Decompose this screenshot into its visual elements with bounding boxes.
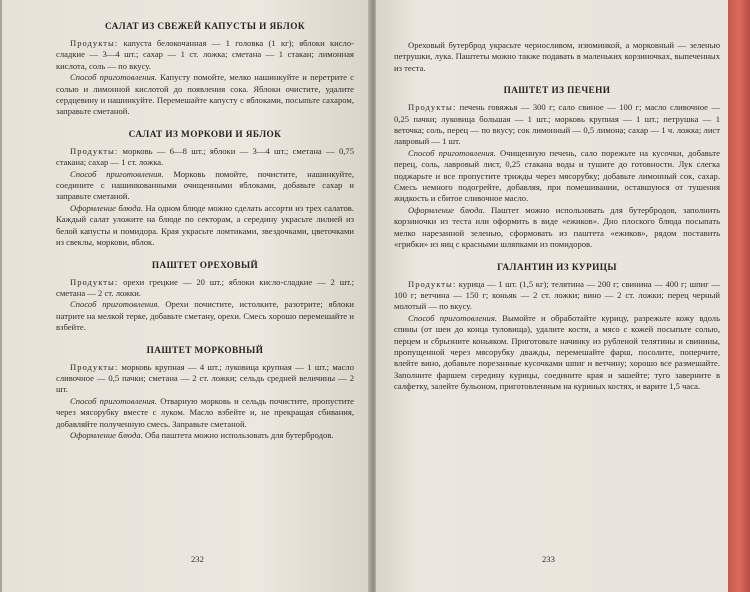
- presentation-paragraph: Оформление блюда. Паштет можно использовать для бутербродов, заполнить корзиночки из теста или оформить в виде «ежиков». Дно плоского блюда посыпать мелко нарезанной зеленью, сформовать из паштета «ежиков», рядом поставить «грибки» из яиц с красными шляпками из помидоров.: [394, 204, 720, 250]
- method-paragraph: Способ приготовления. Вымойте и обработайте курицу, разрежьте кожу вдоль спины (от шеи до конца туловища), удалите кости, а мясо с кожей посыпьте солью, перцем и сбрызните коньяком. Приготовьте начинку из рубленой телятины и свинины, пропущенной через мясорубку дважды, перемешайте фарш, посолите, поперчите, влейте вино, добавьте порезанные кусочками шпиг и ветчину; хорошо все размешайте. Заполните фаршем середину курицы, соедините края и зашейте; туго заверните в салфетку, залейте бульоном, приготовленным на куриных костях, и варите 1,5 часа.: [394, 312, 720, 392]
- method-paragraph: Способ приготовления. Морковь помойте, почистите, нашинкуйте, соедините с нашинкованными очищенными яблоками, добавьте сахар и заправьте сметаной.: [56, 168, 354, 202]
- page-number: 232: [191, 554, 204, 564]
- ingredients-paragraph: Продукты: капуста белокочанная — 1 головка (1 кг); яблоки кисло-сладкие — 3—4 шт.; сахар — 1 ст. ложка; сметана — 1 стакан; лимонная кислота, соль — по вкусу.: [56, 38, 354, 71]
- recipe-chicken-galantine: [394, 263, 720, 393]
- recipe-title: ГАЛАНТИН ИЗ КУРИЦЫ: [497, 262, 617, 273]
- recipe-carrot-pate: [56, 346, 354, 442]
- recipe-cabbage-apple-salad: [56, 22, 354, 118]
- recipe-title: САЛАТ ИЗ СВЕЖЕЙ КАПУСТЫ И ЯБЛОК: [105, 22, 305, 32]
- recipe-title: ПАШТЕТ МОРКОВНЫЙ: [146, 345, 264, 356]
- right-page: [376, 0, 728, 592]
- method-paragraph: Способ приготовления. Капусту помойте, мелко нашинкуйте и перетрите с солью и лимонной кислотой до появления сока. Яблоки очистите, удалите сердцевину и нашинкуйте. Перемешайте капусту с яблоками, посыпьте сахаром, заправьте сметаной.: [56, 72, 354, 117]
- ingredients-paragraph: Продукты: курица — 1 шт. (1,5 кг); телятина — 200 г; свинина — 400 г; шпиг — 100 г; ветчина — 150 г; коньяк — 2 ст. ложки; вино — 2 ст. ложки; перец черный молотый — по вкусу.: [394, 278, 720, 312]
- ingredients-paragraph: Продукты: орехи грецкие — 20 шт.; яблоки кисло-сладкие — 2 шт.; сметана — 2 ст. ложки.: [56, 276, 354, 298]
- intro-paragraph: Ореховый бутерброд украсьте черносливом, изюминкой, а морковный — зеленью петрушки, лука. Паштеты можно также подавать в маленьких корзиночках, выпеченных из теста.: [394, 40, 720, 73]
- presentation-paragraph: Оформление блюда. Оба паштета можно использовать для бутербродов.: [70, 429, 334, 440]
- left-page: [2, 0, 370, 592]
- recipe-nut-pate: [56, 261, 354, 334]
- continued-text: [394, 40, 720, 74]
- method-paragraph: Способ приготовления. Орехи почистите, истолките, разотрите; яблоки натрите на мелкой терке, добавьте сметану, орехи. Смесь хорошо перемешайте и взбейте.: [56, 299, 354, 333]
- recipe-title: ПАШТЕТ ИЗ ПЕЧЕНИ: [503, 86, 611, 97]
- ingredients-paragraph: Продукты: печень говяжья — 300 г; сало свиное — 100 г; масло сливочное — 0,25 пачки; луковица большая — 1 шт.; морковь крупная — 1 шт.; петрушка — 1 веточка; соль, перец — по вкусу; сок лимонный — 0,5 лимона; сахар — 1 ч. ложка; лист лавровый — 1 шт.: [394, 102, 720, 147]
- ingredients-paragraph: Продукты: морковь крупная — 4 шт.; луковица крупная — 1 шт.; масло сливочное — 0,5 пачки; сметана — 2 ст. ложки; сельдь средней величины — 2 шт.: [56, 361, 354, 395]
- page-number: 233: [542, 554, 555, 564]
- recipe-carrot-apple-salad: [56, 130, 354, 249]
- recipe-title: ПАШТЕТ ОРЕХОВЫЙ: [151, 260, 259, 271]
- recipe-liver-pate: [394, 86, 720, 250]
- presentation-paragraph: Оформление блюда. На одном блюде можно сделать ассорти из трех салатов. Каждый салат уложите на блюде по секторам, а середину украсьте лилией из белой капусты и помидора. Края украсьте ломтиками, звездочками, цветочками из свеклы, моркови, яблок.: [56, 202, 354, 248]
- book-cover-edge: [728, 0, 750, 592]
- method-paragraph: Способ приготовления. Очищенную печень, сало порежьте на кусочки, добавьте перец, соль, лавровый лист, 0,25 стакана воды и тушите до готовности. Лук слегка поджарьте и все пропустите трижды через мясорубку; добавьте лимонный сок, сахар. Смесь немного подогрейте, добавляя, при помешивании, оставшуюся от тушения жидкость и сбитое сливочное масло.: [394, 147, 720, 204]
- ingredients-paragraph: Продукты: морковь — 6—8 шт.; яблоки — 3—4 шт.; сметана — 0,75 стакана; сахар — 1 ст. ложка.: [56, 145, 354, 168]
- recipe-title: САЛАТ ИЗ МОРКОВИ И ЯБЛОК: [128, 129, 282, 140]
- method-paragraph: Способ приготовления. Отварную морковь и сельдь почистите, пропустите через мясорубку вместе с луком. Масло взбейте и, не прекращая сбивания, добавляйте полученную смесь. Заправьте сметаной.: [56, 395, 354, 429]
